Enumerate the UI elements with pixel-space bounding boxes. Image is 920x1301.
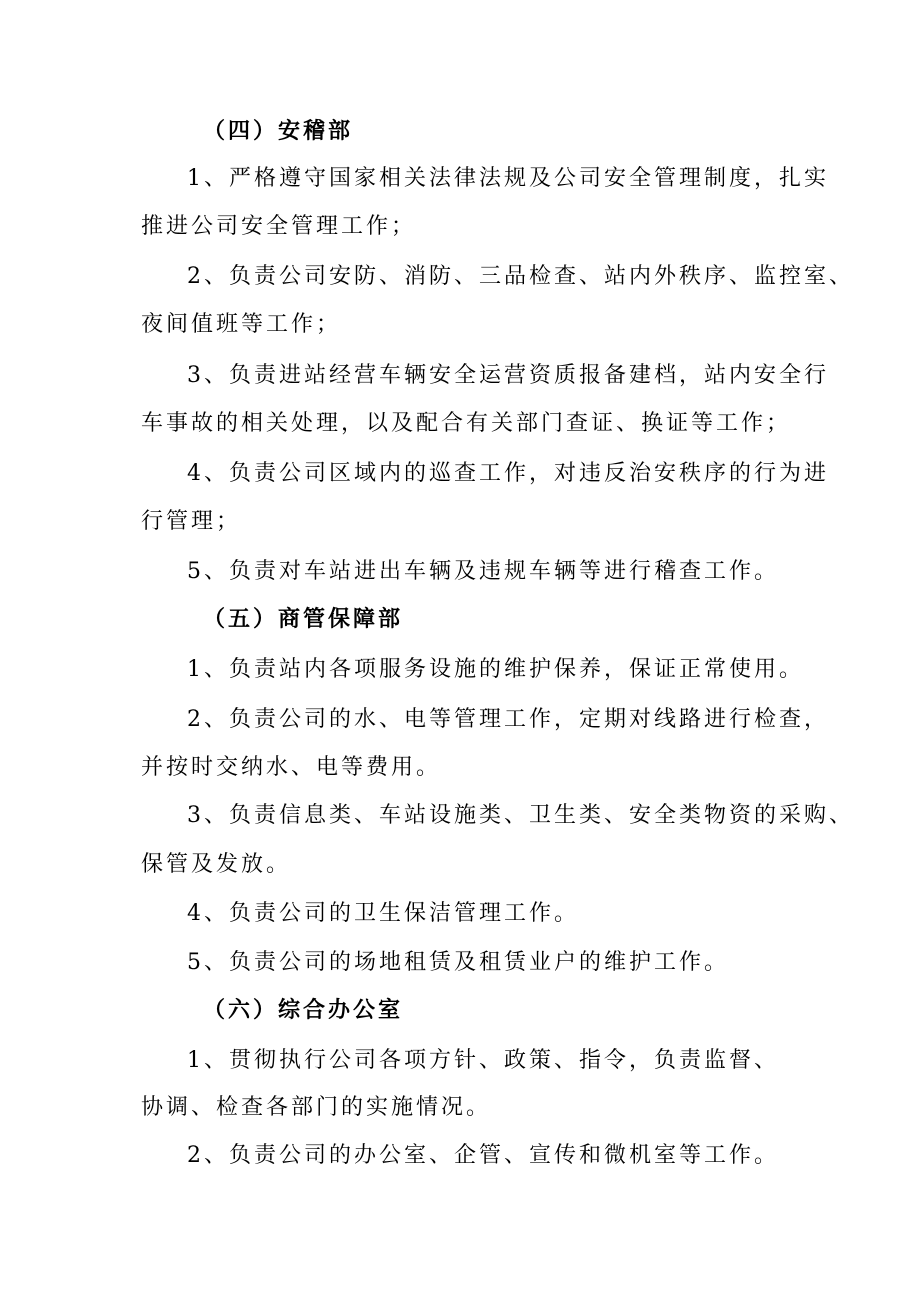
section-heading: （五）商管保障部 — [203, 607, 404, 632]
paragraph-line: 2、负责公司安防、消防、三品检查、站内外秩序、监控室、 — [187, 264, 854, 289]
paragraph-line: 3、负责信息类、车站设施类、卫生类、安全类物资的采购、 — [187, 803, 854, 828]
paragraph-line: 3、负责进站经营车辆安全运营资质报备建档，站内安全行 — [187, 363, 829, 388]
paragraph-line: 2、负责公司的水、电等管理工作，定期对线路进行检查， — [187, 707, 829, 732]
paragraph-line: 2、负责公司的办公室、企管、宣传和微机室等工作。 — [187, 1143, 779, 1168]
paragraph-line: 夜间值班等工作； — [141, 312, 342, 337]
paragraph-line: 推进公司安全管理工作； — [141, 214, 417, 239]
paragraph-line: 行管理； — [141, 509, 242, 534]
paragraph-line: 5、负责公司的场地租赁及租赁业户的维护工作。 — [187, 950, 729, 975]
paragraph-line: 车事故的相关处理，以及配合有关部门查证、换证等工作； — [141, 411, 792, 436]
paragraph-line: 协调、检查各部门的实施情况。 — [141, 1095, 492, 1120]
paragraph-line: 1、严格遵守国家相关法律法规及公司安全管理制度，扎实 — [187, 166, 829, 191]
paragraph-line: 5、负责对车站进出车辆及违规车辆等进行稽查工作。 — [187, 559, 779, 584]
paragraph-line: 4、负责公司的卫生保洁管理工作。 — [187, 901, 579, 926]
paragraph-line: 并按时交纳水、电等费用。 — [141, 755, 442, 780]
paragraph-line: 1、贯彻执行公司各项方针、政策、指令，负责监督、 — [187, 1048, 779, 1073]
paragraph-line: 4、负责公司区域内的巡查工作，对违反治安秩序的行为进 — [187, 461, 829, 486]
section-heading: （四）安稽部 — [203, 119, 354, 144]
paragraph-line: 保管及发放。 — [141, 852, 292, 877]
paragraph-line: 1、负责站内各项服务设施的维护保养，保证正常使用。 — [187, 657, 804, 682]
section-heading: （六）综合办公室 — [203, 998, 404, 1023]
